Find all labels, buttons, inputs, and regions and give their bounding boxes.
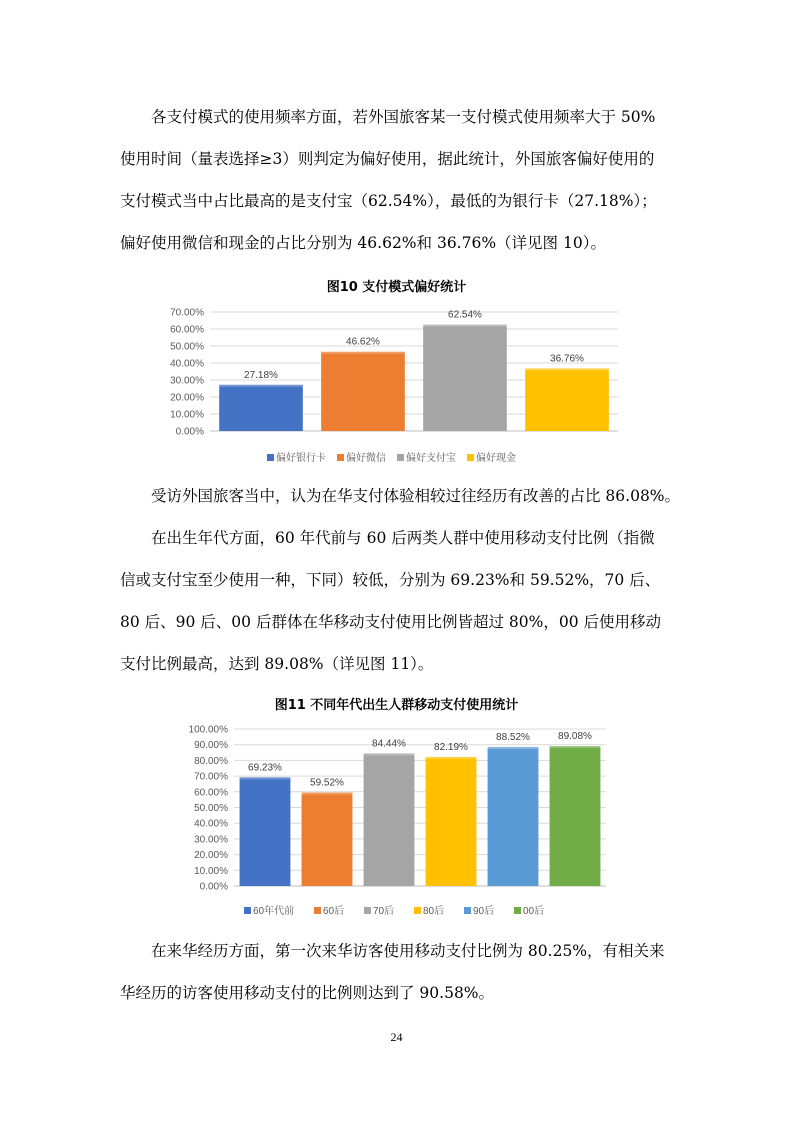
bar <box>426 757 477 886</box>
legend-label: 偏好微信 <box>346 453 386 464</box>
text-line: 80 后、90 后、00 后群体在华移动支付使用比例皆超过 80%，00 后使用移动 <box>120 613 661 631</box>
data-label: 36.76% <box>550 353 584 365</box>
y-tick-label: 10.00% <box>170 409 204 421</box>
text-line: 支付比例最高，达到 89.08%（详见图 11）。 <box>120 655 434 673</box>
data-label: 82.19% <box>434 741 468 753</box>
y-tick-label: 100.00% <box>188 724 228 736</box>
y-tick-label: 0.00% <box>199 881 228 893</box>
y-tick-label: 40.00% <box>194 818 228 830</box>
legend-label: 60后 <box>323 906 345 917</box>
text-line: 在来华经历方面，第一次来华访客使用移动支付比例为 80.25%，有相关来 <box>151 942 665 960</box>
text-line: 受访外国旅客当中，认为在华支付体验相较过往经历有改善的占比 86.08%。 <box>151 487 681 505</box>
bar <box>525 369 609 431</box>
y-tick-label: 60.00% <box>170 324 204 336</box>
paragraph-payment-frequency <box>120 96 680 264</box>
y-tick-label: 70.00% <box>194 771 228 783</box>
y-tick-label: 40.00% <box>170 358 204 370</box>
bar <box>321 352 405 431</box>
text-line: 各支付模式的使用频率方面，若外国旅客某一支付模式使用频率大于 50% <box>151 108 656 126</box>
legend-label: 60年代前 <box>253 906 295 917</box>
data-label: 88.52% <box>496 732 530 744</box>
paragraph-experience-improvement <box>120 475 680 517</box>
bar-chart-payment-preference <box>0 298 793 488</box>
y-tick-label: 30.00% <box>194 834 228 846</box>
legend-label: 70后 <box>373 906 395 917</box>
text-line: 偏好使用微信和现金的占比分别为 46.62%和 36.76%（详见图 10）。 <box>120 234 606 252</box>
legend-label: 80后 <box>423 906 445 917</box>
text-line: 信或支付宝至少使用一种，下同）较低，分别为 69.23%和 59.52%，70 后、 <box>120 571 661 589</box>
legend-swatch <box>467 454 474 461</box>
legend-label: 偏好支付宝 <box>406 453 456 464</box>
y-tick-label: 20.00% <box>194 850 228 862</box>
text-line: 使用时间（量表选择≥3）则判定为偏好使用，据此统计，外国旅客偏好使用的 <box>120 150 655 168</box>
bar-chart-birth-decade <box>0 716 793 926</box>
legend-swatch <box>397 454 404 461</box>
data-label: 59.52% <box>310 777 344 789</box>
text-line: 在出生年代方面，60 年代前与 60 后两类人群中使用移动支付比例（指微 <box>151 529 655 547</box>
legend-swatch <box>244 907 251 914</box>
y-tick-label: 0.00% <box>175 426 204 438</box>
bar-highlight <box>364 753 415 755</box>
bar-highlight <box>525 369 609 371</box>
bar-highlight <box>550 746 601 748</box>
chart-title: 图11 不同年代出生人群移动支付使用统计 <box>274 698 519 713</box>
bar <box>488 747 539 886</box>
bar <box>302 793 353 886</box>
bar-highlight <box>426 757 477 759</box>
chart-title: 图10 支付模式偏好统计 <box>326 280 467 295</box>
legend-label: 90后 <box>473 906 495 917</box>
bar <box>364 753 415 886</box>
page-number: 24 <box>390 1030 403 1044</box>
text-line: 华经历的访客使用移动支付的比例则达到了 90.58%。 <box>120 984 495 1002</box>
legend-swatch <box>364 907 371 914</box>
bar-highlight <box>219 385 303 387</box>
y-tick-label: 30.00% <box>170 375 204 387</box>
y-tick-label: 90.00% <box>194 740 228 752</box>
bar <box>550 746 601 886</box>
paragraph-china-experience <box>120 930 680 1014</box>
y-tick-label: 20.00% <box>170 392 204 404</box>
text-line: 支付模式当中占比最高的是支付宝（62.54%），最低的为银行卡（27.18%）； <box>120 192 657 210</box>
data-label: 62.54% <box>448 309 482 321</box>
y-tick-label: 10.00% <box>194 865 228 877</box>
bar-highlight <box>423 325 507 327</box>
bar <box>219 385 303 431</box>
legend-swatch <box>267 454 274 461</box>
bar-highlight <box>302 793 353 795</box>
legend-label: 00后 <box>523 906 545 917</box>
paragraph-birth-decade <box>120 517 680 685</box>
data-label: 46.62% <box>346 336 380 348</box>
legend-swatch <box>337 454 344 461</box>
bar <box>423 325 507 431</box>
y-tick-label: 50.00% <box>194 803 228 814</box>
legend-swatch <box>514 907 521 914</box>
data-label: 69.23% <box>248 762 282 774</box>
y-tick-label: 50.00% <box>170 341 204 353</box>
bar-highlight <box>321 352 405 354</box>
legend-swatch <box>314 907 321 914</box>
y-tick-label: 70.00% <box>170 307 204 319</box>
y-tick-label: 60.00% <box>194 787 228 799</box>
data-label: 89.08% <box>558 731 592 743</box>
legend-swatch <box>464 907 471 914</box>
data-label: 84.44% <box>372 738 406 750</box>
legend-swatch <box>414 907 421 914</box>
bar-highlight <box>488 747 539 749</box>
bar <box>240 777 291 886</box>
legend-label: 偏好现金 <box>476 453 516 464</box>
data-label: 27.18% <box>244 369 278 381</box>
legend-label: 偏好银行卡 <box>276 453 326 464</box>
bar-highlight <box>240 777 291 779</box>
y-tick-label: 80.00% <box>194 755 228 767</box>
